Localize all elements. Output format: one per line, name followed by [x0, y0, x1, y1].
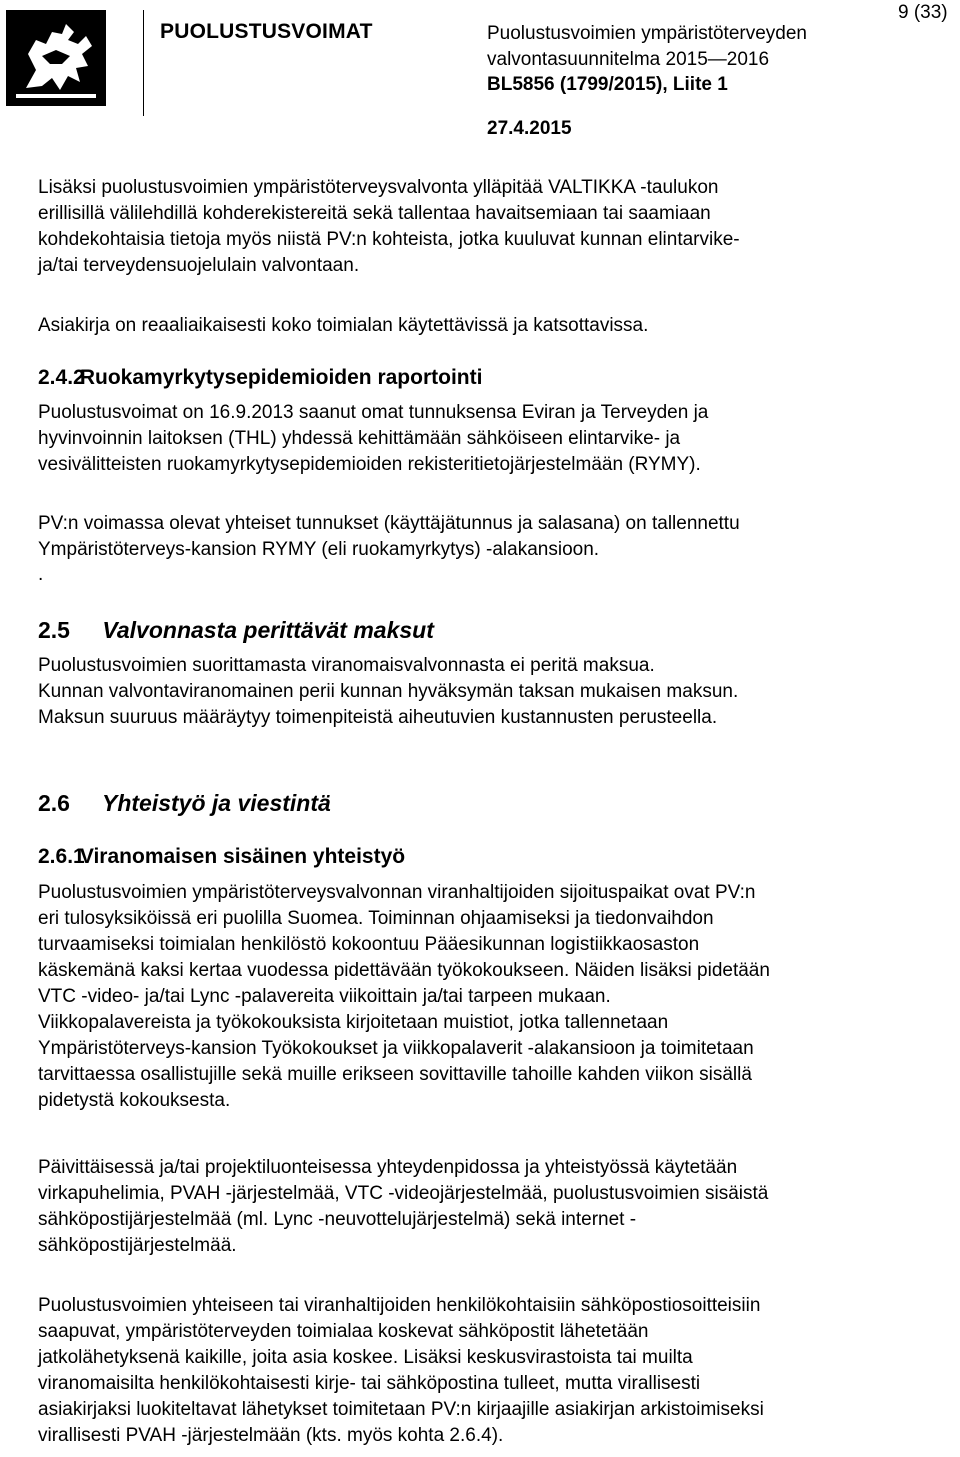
heading-2-4-2 [38, 366, 482, 390]
text-line: Lisäksi puolustusvoimien ympäristöterveysvalvonta ylläpitää VALTIKKA -taulukon [38, 177, 719, 198]
text-line: hyvinvoinnin laitoksen (THL) yhdessä kehittämään sähköiseen elintarvike- ja [38, 428, 681, 449]
text-line: Päivittäisessä ja/tai projektiluonteisessa yhteydenpidossa ja yhteistyössä käytetään [38, 1157, 738, 1178]
text-line: käskemänä kaksi kertaa vuodessa pidettävään työkokoukseen. Näiden lisäksi pidetään [38, 960, 770, 981]
section-number: 2.5 [38, 617, 70, 643]
intro-paragraph [38, 175, 958, 279]
organization-name: PUOLUSTUSVOIMAT [160, 20, 373, 43]
text-line: Viikkopalavereista ja työkokouksista kirjoitetaan muistiot, jotka tallennetaan [38, 1012, 669, 1033]
asiakirja-paragraph [38, 313, 958, 339]
heraldic-lion-icon [6, 10, 106, 106]
header-divider [143, 10, 144, 116]
text-line: kohdekohtaisia tietoja myös niistä PV:n kohteista, jotka kuuluvat kunnan elintarvike- [38, 229, 740, 250]
text-line: PV:n voimassa olevat yhteiset tunnukset (käyttäjätunnus ja salasana) on tallennettu [38, 513, 740, 534]
document-date: 27.4.2015 [487, 118, 572, 139]
section-title: Ruokamyrkytysepidemioiden raportointi [79, 366, 483, 389]
text-line: viranomaisilta henkilökohtaisesti kirje- tai sähköpostina tulleet, mutta virallisesti [38, 1373, 701, 1394]
text-line: turvaamiseksi toimialan henkilöstö kokoontuu Pääesikunnan logistiikkaosaston [38, 934, 700, 955]
section-number: 2.6 [38, 790, 70, 816]
text-line: jatkolähetyksenä kaikille, joita asia koskee. Lisäksi keskusvirastoista tai muilta [38, 1347, 693, 1368]
s261-paragraph-2 [38, 1155, 958, 1259]
section-title: Valvonnasta perittävät maksut [102, 617, 434, 643]
document-reference: BL5856 (1799/2015), Liite 1 [487, 74, 728, 95]
text-line: VTC -video- ja/tai Lync -palavereita viikoittain ja/tai tarpeen mukaan. [38, 986, 611, 1007]
text-line: ja/tai terveydensuojelulain valvontaan. [38, 255, 360, 276]
text-line: Kunnan valvontaviranomainen perii kunnan hyväksymän taksan mukaisen maksun. [38, 681, 739, 702]
text-line: Ympäristöterveys-kansion RYMY (eli ruokamyrkytys) -alakansioon. [38, 539, 600, 560]
text-line: eri tulosyksiköissä eri puolilla Suomea. Toiminnan ohjaamiseksi ja tiedonvaihdon [38, 908, 714, 929]
text-line: vesivälitteisten ruokamyrkytysepidemioiden rekisteritietojärjestelmään (RYMY). [38, 454, 701, 475]
heading-2-6-1 [38, 845, 405, 869]
text-line: pidetystä kokouksesta. [38, 1090, 231, 1111]
s261-paragraph-3 [38, 1293, 958, 1449]
text-line: Maksun suuruus määräytyy toimenpiteistä aiheutuvien kustannusten perusteella. [38, 707, 718, 728]
text-line: Puolustusvoimien ympäristöterveysvalvonnan viranhaltijoiden sijoituspaikat ovat PV:n [38, 882, 756, 903]
document-title-line-2: valvontasuunnitelma 2015—2016 [487, 49, 770, 70]
text-line: tarvittaessa osallistujille sekä muille erikseen sovittaville tahoille kahden viikon sisällä [38, 1064, 752, 1085]
section-title: Yhteistyö ja viestintä [101, 790, 331, 816]
heading-2-6 [38, 790, 331, 817]
text-line: Puolustusvoimat on 16.9.2013 saanut omat tunnuksensa Eviran ja Terveyden ja [38, 402, 709, 423]
text-line: Puolustusvoimien suorittamasta viranomaisvalvonnasta ei peritä maksua. [38, 655, 655, 676]
stray-dot: . [38, 564, 44, 585]
text-line: erillisillä välilehdillä kohderekistereitä sekä tallentaa havaitsemiaan tai saamiaan [38, 203, 711, 224]
s25-paragraph [38, 653, 958, 731]
s242-paragraph-1 [38, 400, 958, 478]
text-line: Puolustusvoimien yhteiseen tai viranhaltijoiden henkilökohtaisiin sähköpostiosoitteisiin [38, 1295, 761, 1316]
document-title-line-1: Puolustusvoimien ympäristöterveyden [487, 23, 807, 44]
s261-paragraph-1 [38, 880, 958, 1114]
s242-paragraph-2 [38, 511, 958, 563]
heading-2-5 [38, 617, 434, 644]
text-line: saapuvat, ympäristöterveyden toimialaa koskevat sähköpostit lähetetään [38, 1321, 649, 1342]
text-line: virkapuhelimia, PVAH -järjestelmää, VTC -videojärjestelmää, puolustusvoimien sisäistä [38, 1183, 769, 1204]
page-number: 9 (33) [898, 2, 948, 23]
text-line: Asiakirja on reaaliaikaisesti koko toimialan käytettävissä ja katsottavissa. [38, 315, 649, 336]
text-line: Ympäristöterveys-kansion Työkokoukset ja viikkopalaverit -alakansioon ja toimitetaan [38, 1038, 754, 1059]
section-title: Viranomaisen sisäinen yhteistyö [79, 845, 406, 868]
text-line: virallisesti PVAH -järjestelmään (kts. myös kohta 2.6.4). [38, 1425, 504, 1446]
text-line: sähköpostijärjestelmää. [38, 1235, 237, 1256]
section-number: 2.6.1 [38, 845, 85, 868]
section-number: 2.4.2 [38, 366, 85, 389]
text-line: sähköpostijärjestelmää (ml. Lync -neuvottelujärjestelmä) sekä internet - [38, 1209, 637, 1230]
text-line: asiakirjaksi luokiteltavat lähetykset toimitetaan PV:n kirjaajille asiakirjan arkistoimiseksi [38, 1399, 764, 1420]
